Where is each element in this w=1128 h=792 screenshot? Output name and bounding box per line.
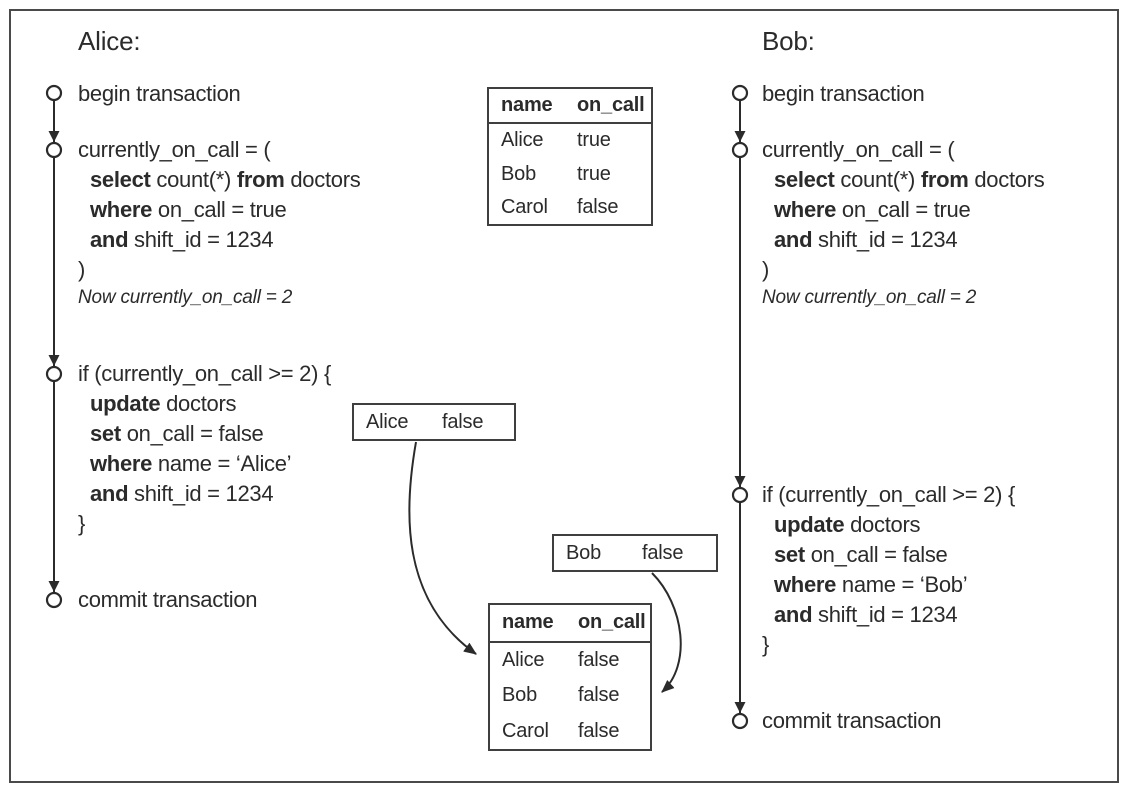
code-text: name = ‘Alice’: [152, 451, 292, 476]
sql-keyword: set: [774, 542, 805, 567]
code-line: [90, 225, 360, 255]
code-text: }: [78, 511, 86, 536]
code-line: [762, 135, 1044, 165]
code-line: [774, 165, 1044, 195]
table-cell: false: [578, 648, 620, 671]
sql-keyword: from: [920, 167, 969, 192]
table-row: [489, 191, 651, 224]
patch-value-cell: false: [442, 410, 484, 433]
code-line: [90, 165, 360, 195]
alice-updated-row-box: [352, 403, 516, 441]
alice-query-step: [78, 135, 360, 311]
table-row: [490, 714, 650, 750]
code-text: begin transaction: [78, 81, 241, 106]
code-text: ): [78, 257, 86, 282]
code-text: on_call = false: [804, 542, 948, 567]
code-text: currently_on_call = (: [762, 137, 955, 162]
code-text: on_call = true: [836, 197, 971, 222]
column-header: name: [501, 94, 553, 117]
code-text: doctors: [844, 512, 921, 537]
code-line: [774, 195, 1044, 225]
code-text: on_call = false: [120, 421, 264, 446]
code-line: [90, 449, 331, 479]
code-text: currently_on_call = (: [78, 137, 271, 162]
alice-begin-step: [78, 79, 240, 109]
alice-update-step: [78, 359, 331, 539]
sql-keyword: where: [90, 197, 153, 222]
table-cell: Alice: [501, 129, 544, 152]
code-text: shift_id = 1234: [128, 227, 274, 252]
code-text: count(*): [834, 167, 921, 192]
code-line: [762, 255, 1044, 285]
sql-keyword: where: [774, 197, 837, 222]
code-text: Now currently_on_call = 2: [78, 287, 293, 308]
code-text: name = ‘Bob’: [836, 572, 968, 597]
sql-keyword: select: [90, 167, 151, 192]
patch-name-cell: Alice: [366, 410, 409, 433]
table-cell: false: [578, 684, 620, 707]
sql-keyword: select: [774, 167, 835, 192]
code-line: [78, 585, 257, 615]
initial-doctors-table: [487, 87, 653, 226]
sql-keyword: where: [90, 451, 153, 476]
code-text: shift_id = 1234: [812, 227, 958, 252]
code-text: doctors: [160, 391, 237, 416]
column-header: name: [502, 611, 554, 634]
code-line: [774, 600, 1015, 630]
code-line: [78, 135, 360, 165]
code-line: [774, 510, 1015, 540]
code-text: if (currently_on_call >= 2) {: [762, 482, 1015, 507]
code-note-line: [78, 285, 360, 311]
code-line: [78, 255, 360, 285]
code-line: [774, 540, 1015, 570]
code-line: [90, 389, 331, 419]
table-header-row: [489, 89, 651, 124]
sql-keyword: update: [90, 391, 161, 416]
table-cell: false: [578, 719, 620, 742]
code-text: if (currently_on_call >= 2) {: [78, 361, 331, 386]
code-text: }: [762, 632, 770, 657]
table-cell: Bob: [502, 684, 537, 707]
table-row: [489, 158, 651, 191]
table-row: [490, 643, 650, 679]
code-line: [78, 509, 331, 539]
code-text: on_call = true: [152, 197, 287, 222]
bob-commit-step: [762, 706, 941, 736]
bob-update-step: [762, 480, 1015, 660]
code-note-line: [762, 285, 1044, 311]
code-text: Now currently_on_call = 2: [762, 287, 977, 308]
sql-keyword: where: [774, 572, 837, 597]
code-line: [762, 480, 1015, 510]
bob-query-step: [762, 135, 1044, 311]
table-cell: Bob: [501, 162, 536, 185]
code-text: doctors: [284, 167, 361, 192]
table-cell: Alice: [502, 648, 545, 671]
code-line: [90, 479, 331, 509]
sql-keyword: and: [90, 227, 129, 252]
column-header: on_call: [577, 94, 645, 117]
alice-title: Alice:: [78, 26, 141, 56]
code-line: [78, 359, 331, 389]
alice-commit-step: [78, 585, 257, 615]
bob-begin-step: [762, 79, 924, 109]
final-doctors-table: [488, 603, 652, 751]
table-cell: false: [577, 195, 619, 218]
sql-keyword: and: [774, 227, 813, 252]
code-text: doctors: [968, 167, 1045, 192]
table-cell: true: [577, 162, 611, 185]
code-text: commit transaction: [78, 587, 258, 612]
patch-name-cell: Bob: [566, 541, 601, 564]
code-line: [90, 419, 331, 449]
bob-updated-row-box: [552, 534, 718, 572]
code-line: [78, 79, 240, 109]
code-line: [762, 630, 1015, 660]
table-cell: Carol: [502, 719, 549, 742]
code-text: shift_id = 1234: [812, 602, 958, 627]
patch-value-cell: false: [642, 541, 684, 564]
sql-keyword: set: [90, 421, 121, 446]
code-text: commit transaction: [762, 708, 942, 733]
table-header-row: [490, 605, 650, 643]
sql-keyword: and: [774, 602, 813, 627]
sql-keyword: from: [236, 167, 285, 192]
table-cell: true: [577, 129, 611, 152]
bob-title: Bob:: [762, 26, 815, 56]
code-line: [762, 706, 941, 736]
code-line: [774, 225, 1044, 255]
code-text: count(*): [150, 167, 237, 192]
table-row: [490, 678, 650, 714]
column-header: on_call: [578, 611, 646, 634]
code-line: [774, 570, 1015, 600]
sql-keyword: update: [774, 512, 845, 537]
code-text: ): [762, 257, 770, 282]
code-line: [90, 195, 360, 225]
code-text: shift_id = 1234: [128, 481, 274, 506]
sql-keyword: and: [90, 481, 129, 506]
code-line: [762, 79, 924, 109]
table-cell: Carol: [501, 195, 548, 218]
table-row: [489, 124, 651, 157]
code-text: begin transaction: [762, 81, 925, 106]
